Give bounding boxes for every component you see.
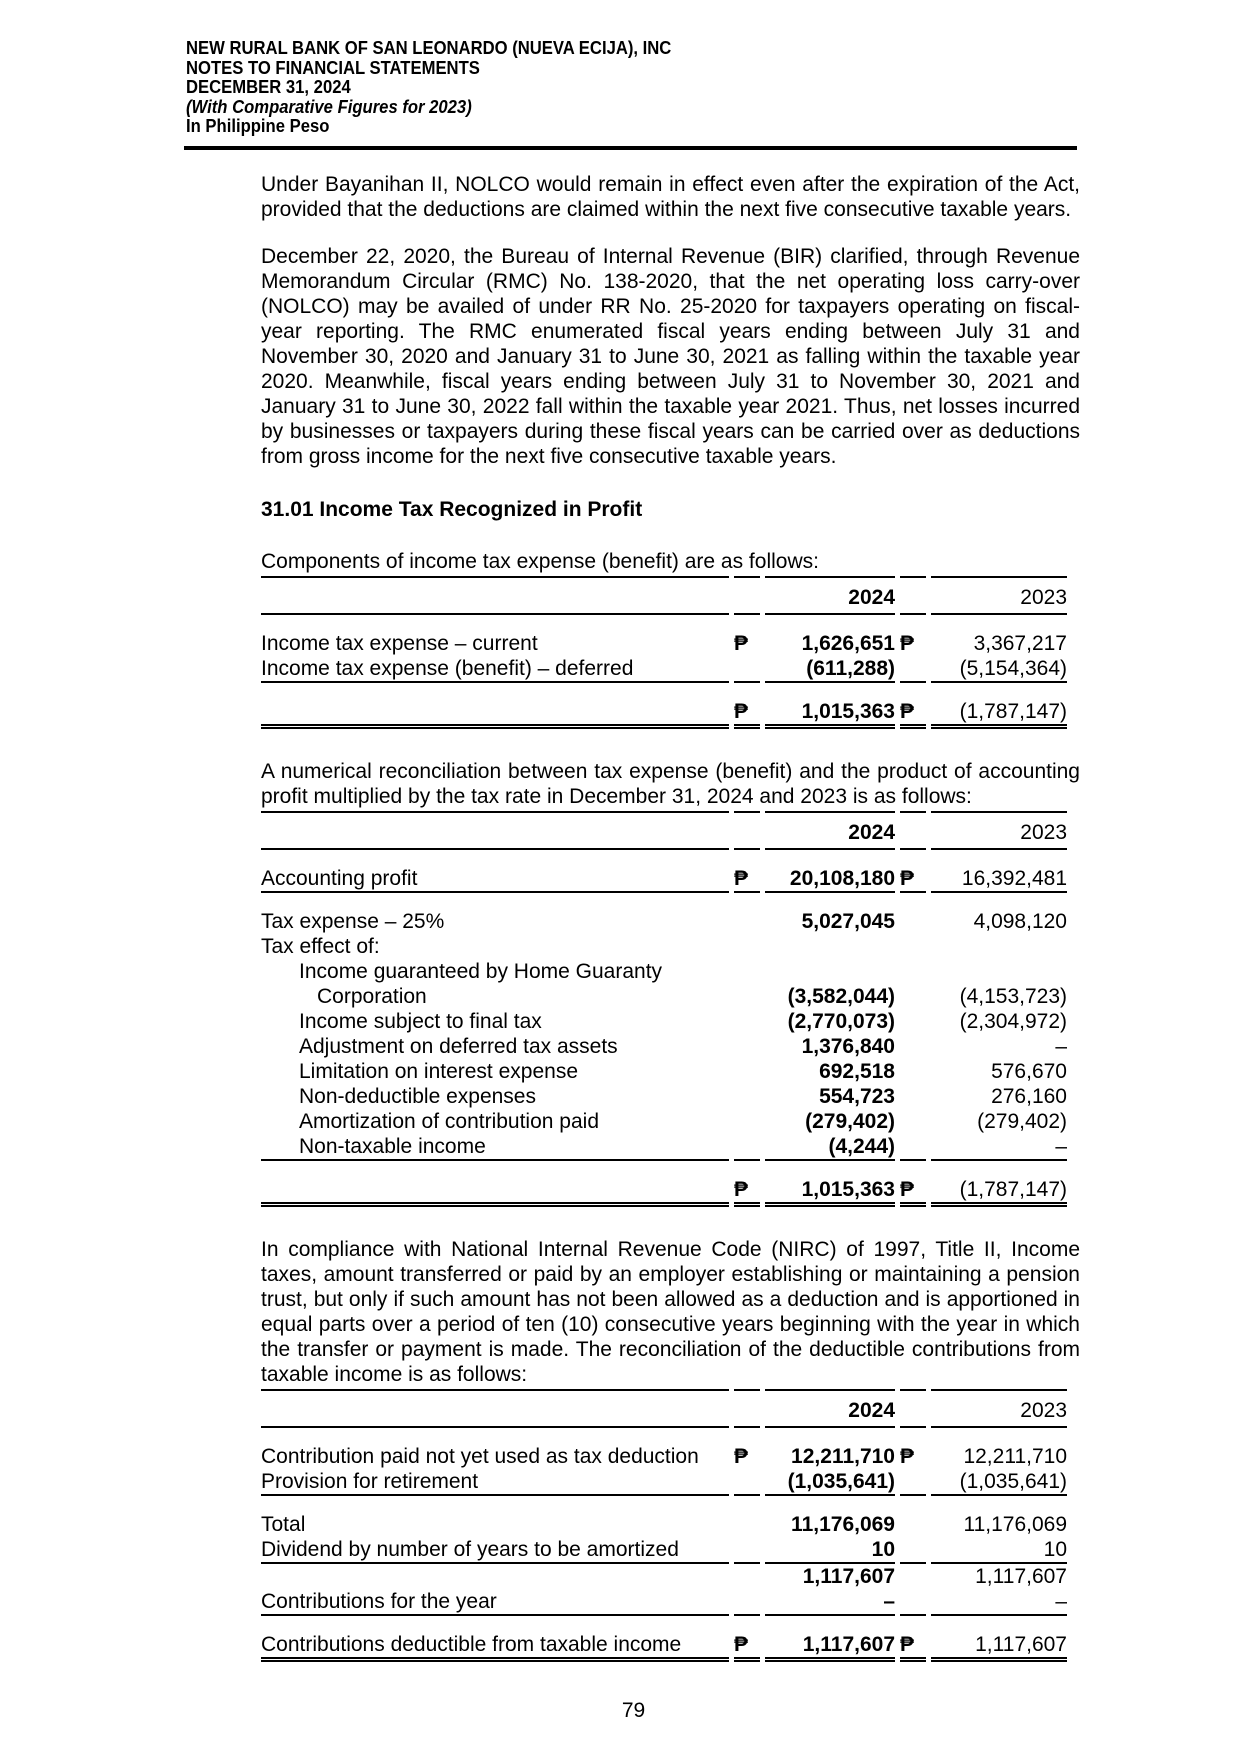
header-spacer-cell (261, 576, 729, 615)
spacer-cell (931, 1428, 1067, 1444)
header-spacer-cell (261, 811, 729, 850)
value-2024-cell: 5,027,045 (801, 909, 895, 933)
peso-sign-2023-cell (900, 1469, 926, 1496)
spacer-cell (765, 850, 895, 866)
row-label-cell: Limitation on interest expense (299, 1059, 578, 1083)
page-number: 79 (621, 1698, 646, 1722)
spacer-row (261, 893, 1067, 909)
value-2024-cell: 1,626,651 (801, 631, 895, 655)
table-row (261, 1537, 1067, 1564)
value-2023-cell: 10 (931, 1537, 1067, 1564)
income-tax-components-table (256, 576, 1072, 729)
table-row (261, 631, 1067, 656)
value-2024-cell: 1,376,840 (801, 1034, 895, 1058)
value-2023-cell: 1,117,607 (975, 1564, 1067, 1588)
value-2023-cell: (5,154,364) (931, 656, 1067, 683)
table-row (261, 1444, 1067, 1469)
spacer-cell (261, 1616, 729, 1632)
value-2023-cell: 12,211,710 (963, 1444, 1067, 1468)
peso-sign-2024-cell (734, 1084, 760, 1109)
document-title: NOTES TO FINANCIAL STATEMENTS (186, 56, 480, 78)
peso-sign-2023-cell (900, 1034, 926, 1059)
table-row (261, 1009, 1067, 1034)
header-rule (184, 146, 1077, 150)
paragraph-nirc: In compliance with National Internal Revenue Code (NIRC) of 1997, Title II, Income taxes, amount transferred or paid by an employer establishing or maintaining a pension trust, but only if such amount has not been allowed as a deduction and is apportioned in equal parts over a period of ten (10) consecutive years beginning with the year in which the transfer or payment is made. The reconciliation of the deductible contributions from taxable income is as follows: (261, 1237, 1080, 1386)
peso-sign-2024-cell: ₱ (734, 1632, 760, 1662)
section-heading: 31.01 Income Tax Recognized in Profit (261, 497, 643, 521)
year-2024-header: 2024 (765, 1389, 895, 1428)
spacer-cell (931, 1161, 1067, 1177)
spacer-cell (734, 1428, 760, 1444)
spacer-cell (900, 1616, 926, 1632)
peso-sign-2024-cell (734, 1109, 760, 1134)
value-2024-cell: (1,035,641) (765, 1469, 895, 1496)
value-2024-cell: 10 (765, 1537, 895, 1564)
value-2023-cell: 576,670 (991, 1059, 1067, 1083)
value-2023-cell: 276,160 (991, 1084, 1067, 1108)
value-2024-cell: (279,402) (805, 1109, 895, 1133)
spacer-cell (900, 683, 926, 699)
value-2023-cell: (279,402) (977, 1109, 1067, 1133)
table-row (261, 1469, 1067, 1496)
table-row (261, 1589, 1067, 1616)
value-2024-cell: 1,117,607 (802, 1564, 895, 1588)
peso-sign-2023-cell (900, 1589, 926, 1616)
row-label-cell: Total (261, 1512, 306, 1536)
value-2024-cell (765, 959, 895, 984)
spacer-cell (931, 1496, 1067, 1512)
spacer-cell (734, 1496, 760, 1512)
spacer-cell (765, 1616, 895, 1632)
spacer-cell (261, 683, 729, 699)
header-spacer-cell (900, 811, 926, 850)
spacer-cell (765, 683, 895, 699)
peso-sign-2024-cell: ₱ (734, 1177, 760, 1207)
year-2024-header: 2024 (765, 576, 895, 615)
peso-sign-2024-cell (734, 934, 760, 959)
spacer-cell (261, 850, 729, 866)
value-2024-cell: (3,582,044) (787, 984, 895, 1008)
row-label-cell: Non-taxable income (261, 1134, 729, 1161)
header-spacer-cell (734, 576, 760, 615)
value-2023-cell: 16,392,481 (931, 866, 1067, 893)
spacer-cell (931, 850, 1067, 866)
peso-sign-2023-cell: ₱ (900, 1177, 926, 1207)
spacer-cell (900, 1161, 926, 1177)
table-row (261, 1134, 1067, 1161)
spacer-cell (765, 1161, 895, 1177)
peso-sign-2023-cell: ₱ (900, 699, 926, 729)
spacer-cell (261, 1496, 729, 1512)
peso-sign-2023-cell: ₱ (900, 1444, 915, 1468)
value-2024-cell: 11,176,069 (791, 1512, 895, 1536)
peso-sign-2024-cell (734, 959, 760, 984)
table-header-row (261, 576, 1067, 615)
value-2024-cell: 554,723 (819, 1084, 895, 1108)
spacer-cell (734, 893, 760, 909)
row-label-cell (261, 1564, 729, 1589)
row-label-cell: Adjustment on deferred tax assets (299, 1034, 618, 1058)
value-2023-cell: (1,787,147) (931, 1177, 1067, 1207)
spacer-cell (900, 1496, 926, 1512)
peso-sign-2023-cell: ₱ (900, 631, 915, 655)
currency-note: In Philippine Peso (186, 115, 330, 136)
value-2023-cell: (2,304,972) (959, 1009, 1067, 1033)
value-2024-cell: (4,244) (765, 1134, 895, 1161)
spacer-cell (931, 893, 1067, 909)
table-row (261, 959, 1067, 984)
table-row (261, 866, 1067, 893)
table-row (261, 909, 1067, 934)
deductible-contributions-table (256, 1389, 1072, 1662)
comparative-figures-note: (With Comparative Figures for 2023) (186, 95, 472, 117)
row-label-cell: Tax effect of: (261, 934, 380, 958)
table-row (261, 934, 1067, 959)
row-label-cell: Income guaranteed by Home Guaranty (299, 959, 663, 983)
spacer-cell (931, 683, 1067, 699)
value-2024-cell: 1,015,363 (765, 1177, 895, 1207)
table-row (261, 1177, 1067, 1207)
peso-sign-2023-cell (900, 1009, 926, 1034)
value-2023-cell: – (1055, 1034, 1067, 1058)
value-2023-cell: (1,035,641) (931, 1469, 1067, 1496)
spacer-cell (734, 850, 760, 866)
peso-sign-2024-cell: ₱ (734, 631, 749, 655)
statement-date: DECEMBER 31, 2024 (186, 76, 351, 97)
table-row (261, 1109, 1067, 1134)
value-2023-cell: 1,117,607 (931, 1632, 1067, 1662)
spacer-cell (261, 893, 729, 909)
peso-sign-2023-cell (900, 656, 926, 683)
value-2023-cell: 11,176,069 (963, 1512, 1067, 1536)
value-2023-cell: 3,367,217 (973, 631, 1067, 655)
spacer-row (261, 1428, 1067, 1444)
value-2023-cell (931, 934, 1067, 959)
value-2024-cell: 12,211,710 (791, 1444, 895, 1468)
table-row (261, 1632, 1067, 1662)
value-2024-cell: (2,770,073) (787, 1009, 895, 1033)
row-label-cell: Contribution paid not yet used as tax deduction (261, 1444, 699, 1468)
peso-sign-2023-cell (900, 1134, 926, 1161)
spacer-cell (931, 615, 1067, 631)
peso-sign-2024-cell (734, 909, 760, 934)
peso-sign-2023-cell (900, 959, 926, 984)
tax-reconciliation-table (256, 811, 1072, 1207)
table-row (261, 1512, 1067, 1537)
peso-sign-2024-cell: ₱ (734, 699, 760, 729)
bank-name: NEW RURAL BANK OF SAN LEONARDO (NUEVA ECIJA), INC (186, 37, 672, 58)
peso-sign-2024-cell: ₱ (734, 1444, 749, 1468)
row-label-cell (261, 1177, 729, 1207)
row-label-cell: Corporation (317, 984, 427, 1008)
header-spacer-cell (900, 1389, 926, 1428)
header-spacer-cell (261, 1389, 729, 1428)
row-label-cell: Non-deductible expenses (299, 1084, 536, 1108)
paragraph-nolco: Under Bayanihan II, NOLCO would remain in effect even after the expiration of the Act, provided that the deductions are claimed within the next five consecutive taxable years. (261, 172, 1080, 221)
spacer-cell (765, 1428, 895, 1444)
header-spacer-cell (734, 811, 760, 850)
peso-sign-2024-cell: ₱ (734, 866, 760, 893)
row-label-cell: Dividend by number of years to be amortized (261, 1537, 729, 1564)
peso-sign-2024-cell (734, 984, 760, 1009)
peso-sign-2023-cell (900, 1084, 926, 1109)
spacer-row (261, 615, 1067, 631)
row-label-cell: Income subject to final tax (299, 1009, 542, 1033)
spacer-row (261, 1496, 1067, 1512)
table-row (261, 1034, 1067, 1059)
peso-sign-2024-cell (734, 656, 760, 683)
row-label-cell: Contributions for the year (261, 1589, 729, 1616)
header-spacer-cell (734, 1389, 760, 1428)
spacer-cell (765, 893, 895, 909)
spacer-cell (734, 1616, 760, 1632)
value-2023-cell: – (931, 1589, 1067, 1616)
spacer-row (261, 1161, 1067, 1177)
value-2024-cell (765, 934, 895, 959)
spacer-cell (931, 1616, 1067, 1632)
spacer-cell (734, 1161, 760, 1177)
components-intro: Components of income tax expense (benefit) are as follows: (261, 549, 819, 573)
row-label-cell: Income tax expense (benefit) – deferred (261, 656, 729, 683)
year-2023-header: 2023 (931, 576, 1067, 615)
spacer-cell (900, 850, 926, 866)
spacer-row (261, 683, 1067, 699)
peso-sign-2023-cell (900, 1512, 926, 1537)
value-2024-cell: (611,288) (765, 656, 895, 683)
spacer-cell (734, 683, 760, 699)
row-label-cell: Income tax expense – current (261, 631, 538, 655)
peso-sign-2023-cell (900, 1564, 926, 1589)
table-row (261, 656, 1067, 683)
peso-sign-2023-cell (900, 1059, 926, 1084)
reconciliation-intro: A numerical reconciliation between tax expense (benefit) and the product of accounting profit multiplied by the tax rate in December 31, 2024 and 2023 is as follows: (261, 759, 1080, 808)
value-2023-cell: 4,098,120 (973, 909, 1067, 933)
value-2024-cell: 692,518 (819, 1059, 895, 1083)
table-header-row (261, 1389, 1067, 1428)
peso-sign-2024-cell (734, 1034, 760, 1059)
row-label-cell: Accounting profit (261, 866, 729, 893)
value-2023-cell (931, 959, 1067, 984)
row-label-cell: Tax expense – 25% (261, 909, 445, 933)
row-label-cell (261, 699, 729, 729)
peso-sign-2023-cell (900, 984, 926, 1009)
peso-sign-2024-cell (734, 1469, 760, 1496)
spacer-row (261, 1616, 1067, 1632)
table-row (261, 1564, 1067, 1589)
peso-sign-2024-cell (734, 1009, 760, 1034)
spacer-cell (765, 1496, 895, 1512)
value-2024-cell: 20,108,180 (765, 866, 895, 893)
row-label-cell: Amortization of contribution paid (299, 1109, 599, 1133)
value-2023-cell: – (931, 1134, 1067, 1161)
peso-sign-2024-cell (734, 1589, 760, 1616)
table-header-row (261, 811, 1067, 850)
peso-sign-2024-cell (734, 1537, 760, 1564)
spacer-cell (900, 1428, 926, 1444)
peso-sign-2023-cell (900, 1109, 926, 1134)
value-2024-cell: 1,117,607 (765, 1632, 895, 1662)
spacer-cell (261, 1161, 729, 1177)
spacer-cell (765, 615, 895, 631)
value-2024-cell: – (765, 1589, 895, 1616)
spacer-cell (261, 615, 729, 631)
value-2023-cell: (4,153,723) (959, 984, 1067, 1008)
table-row (261, 699, 1067, 729)
spacer-cell (261, 1428, 729, 1444)
year-2024-header: 2024 (765, 811, 895, 850)
value-2024-cell: 1,015,363 (765, 699, 895, 729)
spacer-cell (900, 893, 926, 909)
paragraph-bir-rmc: December 22, 2020, the Bureau of Internal Revenue (BIR) clarified, through Revenue Memorandum Circular (RMC) No. 138-2020, that the net operating loss carry-over (NOLCO) may be availed of under RR No. 25-2020 for taxpayers operating on fiscal-year reporting. The RMC enumerated fiscal years ending between July 31 and November 30, 2020 and January 31 to June 30, 2021 as falling within the taxable year 2020. Meanwhile, fiscal years ending between July 31 to November 30, 2021 and January 31 to June 30, 2022 fall within the taxable year 2021. Thus, net losses incurred by businesses or taxpayers during these fiscal years can be carried over as deductions from gross income for the next five consecutive taxable years. (261, 244, 1080, 468)
peso-sign-2024-cell (734, 1564, 760, 1589)
peso-sign-2023-cell (900, 909, 926, 934)
row-label-cell: Provision for retirement (261, 1469, 729, 1496)
peso-sign-2024-cell (734, 1059, 760, 1084)
peso-sign-2024-cell (734, 1134, 760, 1161)
year-2023-header: 2023 (931, 811, 1067, 850)
peso-sign-2023-cell (900, 934, 926, 959)
peso-sign-2023-cell (900, 1537, 926, 1564)
table-row (261, 1084, 1067, 1109)
letterhead (186, 38, 992, 136)
peso-sign-2023-cell: ₱ (900, 866, 926, 893)
spacer-cell (900, 615, 926, 631)
peso-sign-2023-cell: ₱ (900, 1632, 926, 1662)
year-2023-header: 2023 (931, 1389, 1067, 1428)
header-spacer-cell (900, 576, 926, 615)
table-row (261, 984, 1067, 1009)
row-label-cell: Contributions deductible from taxable income (261, 1632, 729, 1662)
body-column (261, 172, 1080, 1662)
spacer-row (261, 850, 1067, 866)
value-2023-cell: (1,787,147) (931, 699, 1067, 729)
peso-sign-2024-cell (734, 1512, 760, 1537)
table-row (261, 1059, 1067, 1084)
spacer-cell (734, 615, 760, 631)
